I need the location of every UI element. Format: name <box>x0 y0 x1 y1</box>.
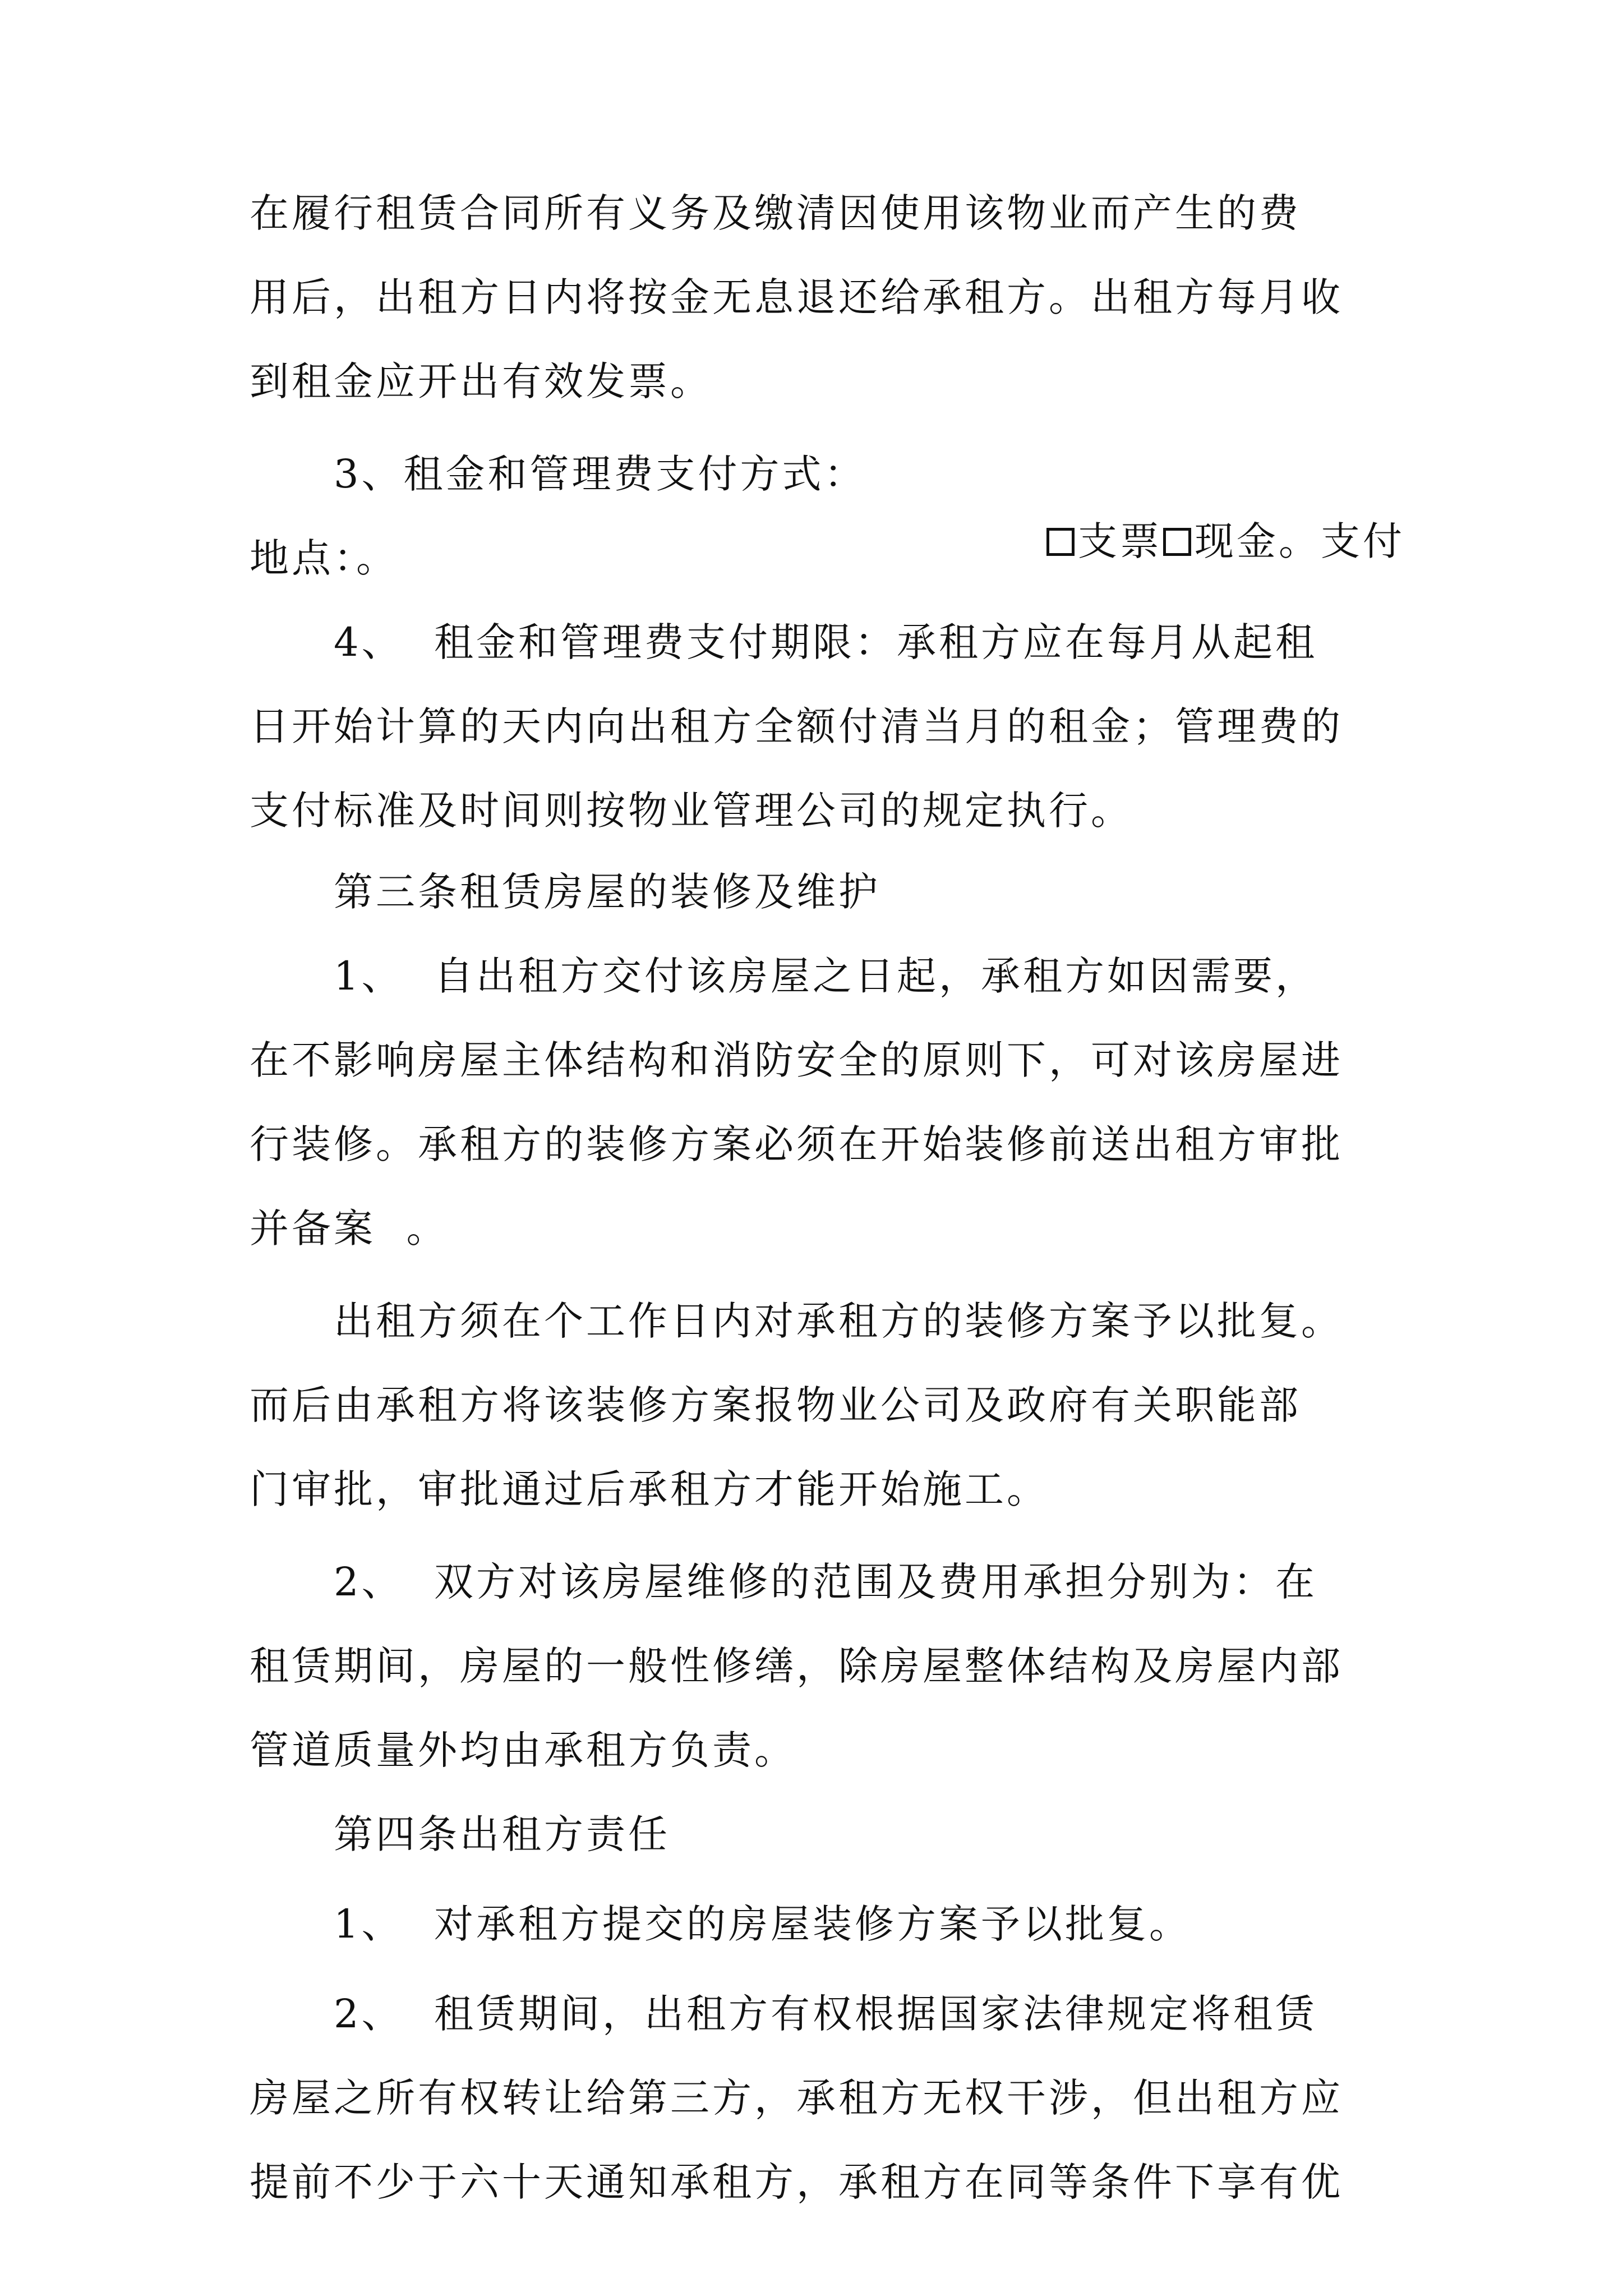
paragraph-line: 到租金应开出有效发票。 <box>250 358 712 404</box>
payment-method-options <box>984 440 1405 564</box>
paragraph-line: 2、 双方对该房屋维修的范围及费用承担分别为：在 <box>334 1559 1318 1605</box>
paragraph-line: 租赁期间，房屋的一般性修缮，除房屋整体结构及房屋内部 <box>250 1643 1343 1689</box>
cheque-checkbox[interactable] <box>1046 528 1075 556</box>
paragraph-line: 行装修。承租方的装修方案必须在开始装修前送出租方审批 <box>250 1121 1343 1167</box>
paragraph-line: 门审批，审批通过后承租方才能开始施工。 <box>250 1466 1049 1512</box>
paragraph-line: 并备案 。 <box>250 1205 449 1251</box>
paragraph-line: 日开始计算的天内向出租方全额付清当月的租金；管理费的 <box>250 703 1343 749</box>
paragraph-line: 1、 对承租方提交的房屋装修方案予以批复。 <box>334 1901 1192 1947</box>
payment-method-label: 3、租金和管理费支付方式： <box>334 451 866 497</box>
paragraph-line: 地点：。 <box>250 535 398 581</box>
paragraph-line: 4、 租金和管理费支付期限：承租方应在每月从起租 <box>334 619 1318 665</box>
cash-option-label: 现金。支付 <box>1195 518 1405 564</box>
paragraph-line: 提前不少于六十天通知承租方，承租方在同等条件下享有优 <box>250 2159 1343 2205</box>
cash-checkbox[interactable] <box>1163 528 1191 556</box>
paragraph-line: 出租方须在个工作日内对承租方的装修方案予以批复。 <box>334 1298 1343 1344</box>
section-heading: 第三条租赁房屋的装修及维护 <box>334 869 880 915</box>
paragraph-line: 支付标准及时间则按物业管理公司的规定执行。 <box>250 788 1133 834</box>
paragraph-line: 房屋之所有权转让给第三方，承租方无权干涉，但出租方应 <box>250 2075 1343 2121</box>
cheque-option-label: 支票 <box>1078 518 1163 564</box>
paragraph-line: 用后，出租方日内将按金无息退还给承租方。出租方每月收 <box>250 274 1343 320</box>
paragraph-line: 管道质量外均由承租方负责。 <box>250 1727 796 1773</box>
paragraph-line: 在履行租赁合同所有义务及缴清因使用该物业而产生的费 <box>250 190 1301 236</box>
section-heading: 第四条出租方责任 <box>334 1811 670 1857</box>
paragraph-line: 在不影响房屋主体结构和消防安全的原则下，可对该房屋进 <box>250 1037 1343 1083</box>
paragraph-line: 1、 自出租方交付该房屋之日起，承租方如因需要， <box>334 953 1318 999</box>
paragraph-line: 而后由承租方将该装修方案报物业公司及政府有关职能部 <box>250 1382 1301 1428</box>
paragraph-line: 2、 租赁期间，出租方有权根据国家法律规定将租赁 <box>334 1991 1318 2037</box>
